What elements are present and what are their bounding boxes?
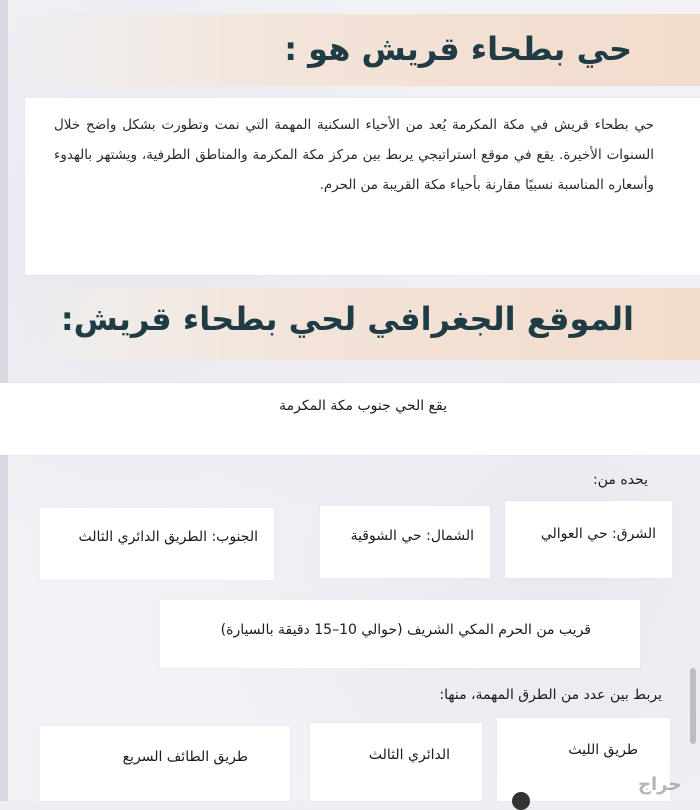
partial-circle-icon bbox=[512, 792, 530, 810]
road-taif: طريق الطائف السريع bbox=[122, 749, 248, 765]
vertical-scrollbar[interactable] bbox=[690, 668, 696, 744]
location-note: يقع الحي جنوب مكة المكرمة bbox=[279, 398, 447, 414]
bounded-by-label: يحده من: bbox=[593, 472, 648, 488]
bound-east: الشرق: حي العوالي bbox=[540, 526, 656, 542]
location-note-card bbox=[0, 383, 700, 455]
watermark-text: حراج bbox=[638, 774, 682, 795]
bound-north: الشمال: حي الشوقية bbox=[350, 528, 474, 544]
section2-heading-band bbox=[10, 288, 700, 360]
section1-title: حي بطحاء قريش هو : bbox=[284, 30, 632, 68]
bound-south: الجنوب: الطريق الدائري الثالث bbox=[78, 529, 258, 545]
section2-title: الموقع الجغرافي لحي بطحاء قريش: bbox=[60, 300, 634, 338]
haram-note: قريب من الحرم المكي الشريف (حوالي 10–15 دقيقة بالسيارة) bbox=[220, 622, 591, 638]
section1-heading-band bbox=[10, 14, 700, 86]
intro-paragraph: حي بطحاء قريش في مكة المكرمة يُعد من الأحياء السكنية المهمة التي نمت وتطورت بشكل واضح خلال السنوات الأخيرة. يقع في موقع استراتيجي يربط بين مركز مكة المكرمة والمناطق الطرفية، ويشتهر بالهدوء وأسعاره المناسبة نسبيًا مقارنة بأحياء مكة القريبة من الحرم. bbox=[54, 117, 654, 193]
road-laith: طريق الليث bbox=[568, 742, 638, 758]
roads-label: يربط بين عدد من الطرق المهمة، منها: bbox=[439, 687, 662, 703]
road-ring3: الدائري الثالث bbox=[368, 747, 450, 763]
